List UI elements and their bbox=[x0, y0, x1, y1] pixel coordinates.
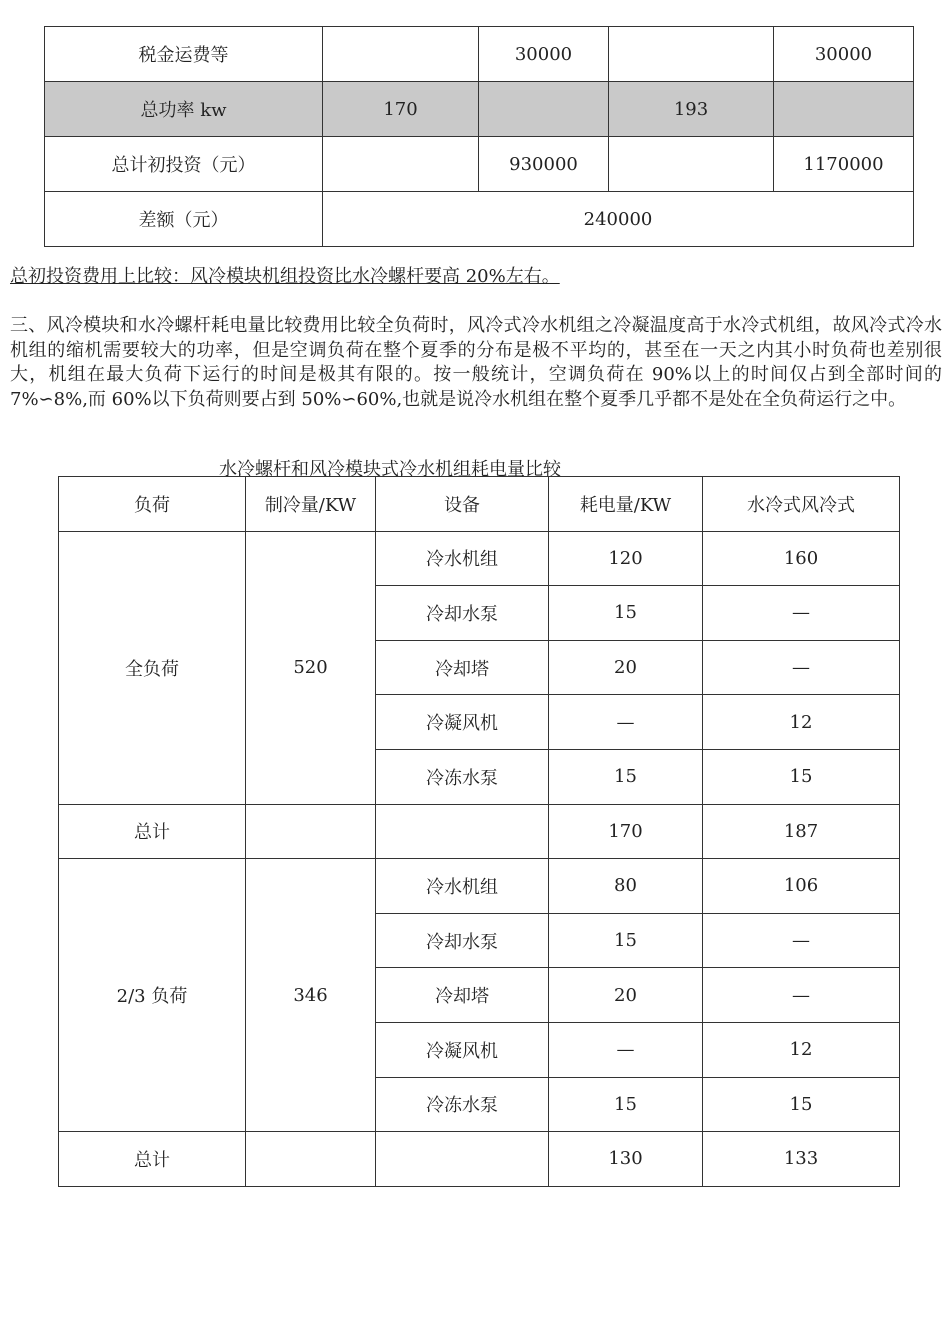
capacity-cell: 346 bbox=[246, 859, 376, 1132]
table-cell: 20 bbox=[549, 640, 703, 695]
capacity-cell: 520 bbox=[246, 531, 376, 804]
investment-table bbox=[44, 26, 914, 247]
table-cell: 930000 bbox=[479, 137, 609, 192]
table-cell bbox=[609, 137, 774, 192]
table-cell: 12 bbox=[703, 1022, 900, 1077]
table-cell bbox=[376, 1132, 549, 1187]
table-cell: 133 bbox=[703, 1132, 900, 1187]
table-cell bbox=[246, 804, 376, 859]
equipment-cell: 冷冻水泵 bbox=[376, 749, 549, 804]
table-row bbox=[45, 82, 914, 137]
table-cell bbox=[323, 137, 479, 192]
table-cell: — bbox=[703, 640, 900, 695]
total-label: 总计 bbox=[59, 1132, 246, 1187]
table-row bbox=[59, 859, 900, 914]
table-cell: 170 bbox=[549, 804, 703, 859]
equipment-cell: 冷却塔 bbox=[376, 968, 549, 1023]
table-cell: 1170000 bbox=[774, 137, 914, 192]
equipment-cell: 冷水机组 bbox=[376, 531, 549, 586]
table-caption: 水冷螺杆和风冷模块式冷水机组耗电量比较 bbox=[219, 459, 561, 480]
column-header: 负荷 bbox=[59, 477, 246, 532]
column-header: 耗电量/KW bbox=[549, 477, 703, 532]
table-cell: 15 bbox=[703, 1077, 900, 1132]
equipment-cell: 冷水机组 bbox=[376, 859, 549, 914]
load-cell: 全负荷 bbox=[59, 531, 246, 804]
row-label: 总功率 kw bbox=[45, 82, 323, 137]
table-cell: 15 bbox=[703, 749, 900, 804]
load-cell: 2/3 负荷 bbox=[59, 859, 246, 1132]
row-label: 差额（元） bbox=[45, 192, 323, 247]
table-header-row bbox=[59, 477, 900, 532]
investment-summary: 总初投资费用上比较：风冷模块机组投资比水冷螺杆要高 20%左右。 bbox=[10, 266, 560, 287]
power-consumption-table bbox=[58, 476, 900, 1187]
table-cell: 187 bbox=[703, 804, 900, 859]
table-cell bbox=[376, 804, 549, 859]
column-header: 制冷量/KW bbox=[246, 477, 376, 532]
column-header: 设备 bbox=[376, 477, 549, 532]
table-cell: 193 bbox=[609, 82, 774, 137]
row-label: 总计初投资（元） bbox=[45, 137, 323, 192]
table-cell: 120 bbox=[549, 531, 703, 586]
equipment-cell: 冷却水泵 bbox=[376, 586, 549, 641]
table-cell bbox=[323, 27, 479, 82]
equipment-cell: 冷冻水泵 bbox=[376, 1077, 549, 1132]
diff-value: 240000 bbox=[323, 192, 914, 247]
table-cell bbox=[479, 82, 609, 137]
equipment-cell: 冷凝风机 bbox=[376, 695, 549, 750]
table-cell: 30000 bbox=[774, 27, 914, 82]
table-cell: 30000 bbox=[479, 27, 609, 82]
table-row bbox=[45, 192, 914, 247]
equipment-cell: 冷却塔 bbox=[376, 640, 549, 695]
equipment-cell: 冷凝风机 bbox=[376, 1022, 549, 1077]
table-cell: — bbox=[703, 586, 900, 641]
table-cell: 12 bbox=[703, 695, 900, 750]
table-row bbox=[45, 27, 914, 82]
table-cell: 20 bbox=[549, 968, 703, 1023]
table-cell: — bbox=[703, 913, 900, 968]
table-cell: — bbox=[549, 695, 703, 750]
table-cell bbox=[246, 1132, 376, 1187]
table-cell: 15 bbox=[549, 586, 703, 641]
table-cell: 160 bbox=[703, 531, 900, 586]
table-cell: 170 bbox=[323, 82, 479, 137]
total-label: 总计 bbox=[59, 804, 246, 859]
total-row bbox=[59, 804, 900, 859]
table-cell: 106 bbox=[703, 859, 900, 914]
body-paragraph: 三、风冷模块和水冷螺杆耗电量比较费用比较全负荷时，风冷式冷水机组之冷凝温度高于水冷式机组，故风冷式冷水机组的缩机需要较大的功率，但是空调负荷在整个夏季的分布是极不平均的，甚至在一天之内其小时负荷也差别很大，机组在最大负荷下运行的时间是极其有限的。按一般统计，空调负荷在 90%以上的时间仅占到全部时间的 7%∽8%,而 60%以下负荷则要占到 50%∽60%,也就是说冷水机组在整个夏季几乎都不是处在全负荷运行之中。 bbox=[10, 315, 942, 410]
table-cell: 80 bbox=[549, 859, 703, 914]
table-cell: 15 bbox=[549, 749, 703, 804]
table-row bbox=[45, 137, 914, 192]
column-header: 水冷式风冷式 bbox=[703, 477, 900, 532]
table-cell: 130 bbox=[549, 1132, 703, 1187]
table-cell: 15 bbox=[549, 913, 703, 968]
table-cell: — bbox=[549, 1022, 703, 1077]
table-cell bbox=[774, 82, 914, 137]
table-row bbox=[59, 531, 900, 586]
table-cell: — bbox=[703, 968, 900, 1023]
equipment-cell: 冷却水泵 bbox=[376, 913, 549, 968]
table-cell: 15 bbox=[549, 1077, 703, 1132]
table-cell bbox=[609, 27, 774, 82]
row-label: 税金运费等 bbox=[45, 27, 323, 82]
total-row bbox=[59, 1132, 900, 1187]
